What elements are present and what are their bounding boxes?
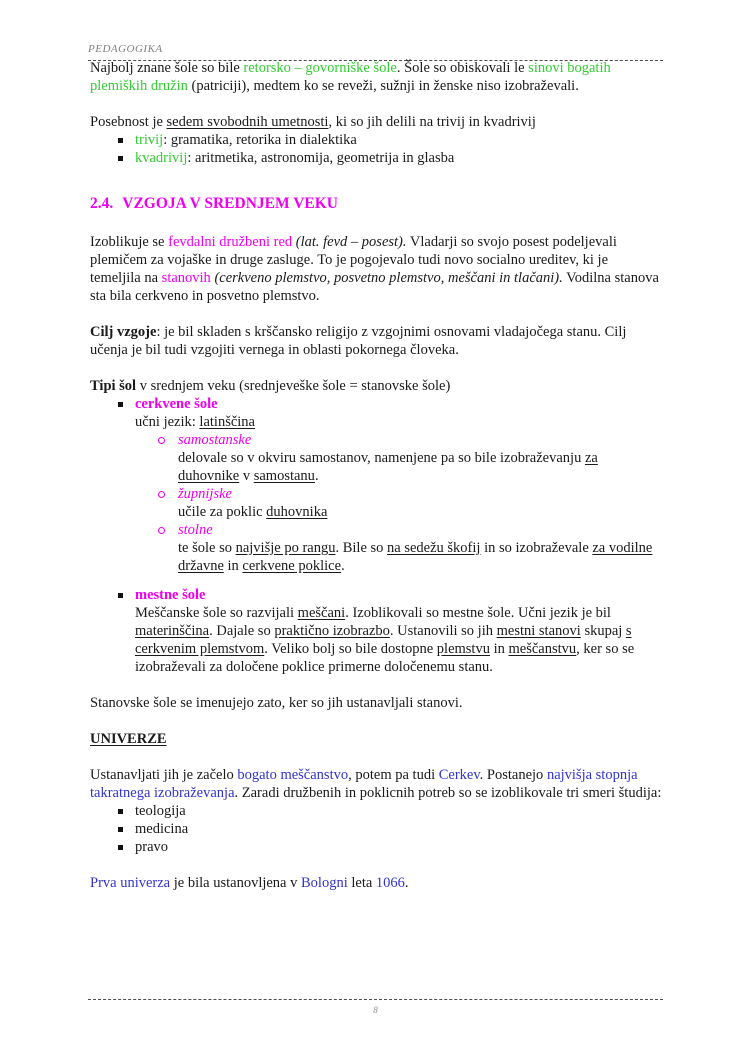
text-run: in [223,558,243,574]
text-run: Vodilna stanova sta bila cerkveno in posvetno plemstvo. [90,270,659,304]
blank-line [90,856,662,874]
text-run: mestni stanovi [496,623,581,639]
text-run: delovale so v okviru samostanov, namenjene pa so bile izobraževanju [178,450,585,466]
page-footer [88,999,663,1019]
paragraph [90,233,662,305]
text-run: praktično izobrazbo [274,623,390,639]
text-run: skupaj [580,623,626,639]
text-run: je bila ustanovljena v [170,875,301,891]
text-run: : gramatika, retorika in dialektika [163,132,357,148]
paragraph [90,694,662,712]
sub-bullet-continuation [90,539,662,575]
header-title: PEDAGOGIKA [88,43,163,55]
text-run: fevdalni družbeni red [168,234,293,250]
paragraph [90,730,662,748]
blank-line [90,167,662,185]
text-run: in [489,641,509,657]
text-run: najvišje po rangu [235,540,336,556]
text-run: : aritmetika, astronomija, geometrija in glasba [187,150,455,166]
blank-line [90,712,662,730]
text-run: župnijske [178,486,232,502]
blank-line [90,215,662,233]
bullet-item [90,838,662,856]
page-number: 8 [373,1005,378,1015]
bullet-square-icon [118,593,123,598]
text-run: bogato meščanstvo [237,767,349,783]
text-run: v srednjem veku (srednjeveške šole = stanovske šole) [136,378,451,394]
text-run: cerkvene poklice [242,558,342,574]
text-run: (lat. fevd – posest). [295,234,407,250]
text-run: stolne [178,522,213,538]
text-run: . Izoblikovali so mestne šole. Učni jezik je bil [345,605,611,621]
bullet-continuation [90,604,662,676]
blank-line [90,575,662,586]
text-run: Prva univerza [90,875,171,891]
paragraph [90,59,662,95]
text-run: , ki so jih delili na trivij in kvadrivij [328,114,536,130]
text-run: Ustanavljati jih je začelo [90,767,238,783]
text-run: te šole so [178,540,236,556]
bullet-item [90,149,662,167]
text-run: latinščina [199,414,255,430]
text-run: , ker so se izobraževali za določene poklice primerne določenemu stanu. [135,641,635,675]
text-run: . Veliko bolj so bile dostopne [264,641,437,657]
bullet-circle-icon [158,491,165,498]
text-run: cerkvene šole [135,396,218,412]
text-run: (cerkveno plemstvo, posvetno plemstvo, meščani in tlačani). [214,270,563,286]
text-run: Tipi šol [90,378,137,394]
text-run: učile za poklic [178,504,267,520]
text-run: za duhovnike [178,450,598,484]
paragraph [90,377,662,395]
text-run: . [341,558,345,574]
text-run: Stanovske šole se imenujejo zato, ker so jih ustanavljali stanovi. [90,695,463,711]
text-run: (patriciji), medtem ko se reveži, sužnji in ženske niso izobraževali. [187,78,579,94]
text-run: teologija [135,803,186,819]
text-run: 2.4. [90,195,114,212]
bullet-square-icon [118,845,123,850]
text-run: samostanske [178,432,252,448]
text-run: za vodilne državne [178,540,653,574]
sub-bullet-continuation [90,503,662,521]
text-run: duhovnika [266,504,328,520]
text-run: stanovih [161,270,211,286]
bullet-square-icon [118,809,123,814]
text-run: trivij [135,132,164,148]
bullet-circle-icon [158,437,165,444]
text-run: meščani [297,605,346,621]
text-run: na sedežu škofij [387,540,481,556]
text-run: . Bile so [335,540,388,556]
blank-line [90,676,662,694]
text-run: mestne šole [135,587,206,603]
sub-bullet-item [90,485,662,503]
blank-line [90,95,662,113]
text-run: Izoblikuje se [90,234,169,250]
bullet-square-icon [118,827,123,832]
blank-line [90,305,662,323]
text-run: . [404,875,409,891]
bullet-square-icon [118,138,123,143]
text-run: . Zaradi družbenih in poklicnih potreb so se izoblikovale tri smeri študija: [234,785,662,801]
text-run: . [314,468,319,484]
bullet-square-icon [118,402,123,407]
sub-bullet-item [90,431,662,449]
text-run: medicina [135,821,189,837]
text-run: Posebnost je [90,114,167,130]
text-run: Najbolj znane šole so bile [90,60,244,76]
paragraph [90,323,662,359]
bullet-square-icon [118,156,123,161]
text-run: leta [347,875,376,891]
paragraph [90,113,662,131]
text-run: 1066 [375,875,405,891]
sub-bullet-continuation [90,449,662,485]
text-run: samostanu [253,468,315,484]
text-run: v [239,468,254,484]
text-run: sinovi bogatih plemiških družin [90,60,611,94]
paragraph [90,874,662,892]
bullet-item [90,131,662,149]
bullet-item [90,586,662,604]
text-run: VZGOJA V SREDNJEM VEKU [122,195,339,212]
text-run: kvadrivij [135,150,188,166]
text-run: najvišja stopnja takratnega izobraževanja [90,767,638,801]
document-body [90,59,662,892]
blank-line [90,359,662,377]
text-run: . Ustanovili so jih [389,623,497,639]
text-run: , potem pa tudi [348,767,439,783]
bullet-item [90,395,662,413]
bullet-item [90,820,662,838]
text-run: . Dajale so [209,623,275,639]
text-run: s cerkvenim plemstvom [135,623,632,657]
blank-line [90,748,662,766]
text-run: . Šole so obiskovali le [396,60,529,76]
text-run: Vladarji so svojo posest podeljevali plemičem za vojaške in druge zasluge. To je pogojevalo tudi novo socialno ureditev, ki je temeljila na [90,234,617,286]
text-run: Meščanske šole so razvijali [135,605,298,621]
text-run: in so izobraževale [480,540,593,556]
text-run: materinščina [135,623,210,639]
text-run: Cilj vzgoje [90,324,157,340]
text-run: plemstvu [436,641,490,657]
text-run: Cerkev [438,767,480,783]
text-run: sedem svobodnih umetnosti [166,114,329,130]
page-header [88,39,663,61]
bullet-circle-icon [158,527,165,534]
text-run: : je bil skladen s krščansko religijo z vzgojnimi osnovami vladajočega stanu. Cilj učenja je bil tudi vzgojiti vernega in oblasti pokornega človeka. [90,324,627,358]
bullet-item [90,802,662,820]
text-run: meščanstvu [508,641,577,657]
bullet-continuation [90,413,662,431]
section-heading [90,193,662,215]
text-run: retorsko – govorniške šole [243,60,397,76]
text-run: pravo [135,839,169,855]
text-run: učni jezik: [135,414,200,430]
sub-bullet-item [90,521,662,539]
paragraph [90,766,662,802]
text-run: . Postanejo [479,767,547,783]
text-run: Bologni [301,875,348,891]
text-run: UNIVERZE [90,731,167,747]
